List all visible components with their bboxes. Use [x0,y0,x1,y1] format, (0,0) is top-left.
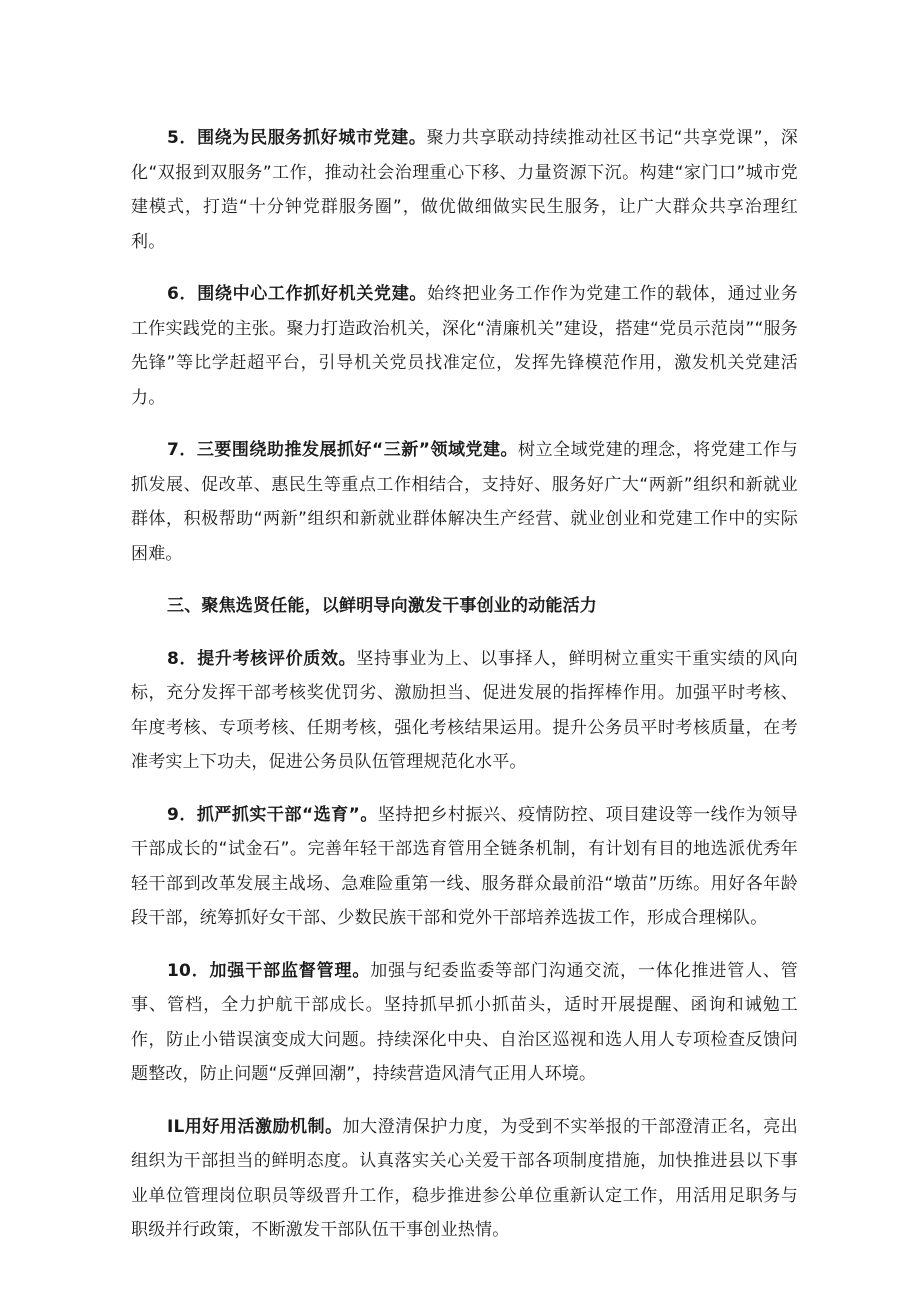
paragraph-item-5 [131,121,798,259]
paragraph-heading: 6．围绕中心工作抓好机关党建。 [167,284,428,304]
paragraph-item-6 [131,277,798,415]
paragraph-heading: IL用好用活激励机制。 [167,1116,343,1137]
paragraph-item-7 [131,433,798,571]
section-heading: 三、聚焦选贤任能，以鲜明导向激发干事创业的动能活力 [167,596,597,616]
paragraph-heading: 7．三要围绕助推发展抓好“三新”领域党建。 [167,440,519,460]
paragraph-text: 聚力共享联动持续推动社区书记“共享党课”，深化“双报到双服务”工作，推动社会治理重心下移、力量资源下沉。构建“家门口”城市党建模式，打造“十分钟党群服务圈”，做优做细做实民生服务，让广大群众共享治理红利。 [131,128,799,252]
paragraph-item-8 [131,642,798,780]
paragraph-text: 树立全域党建的理念，将党建工作与抓发展、促改革、惠民生等重点工作相结合，支持好、服务好广大“两新”组织和新就业群体，积极帮助“两新”组织和新就业群体解决生产经营、就业创业和党建工作中的实际困难。 [131,440,799,564]
document-body [131,121,798,1266]
paragraph-heading: 9．抓严抓实干部“选育”。 [167,804,378,825]
paragraph-heading: 8．提升考核评价质效。 [167,648,357,669]
paragraph-text: 始终把业务工作作为党建工作的载体，通过业务工作实践党的主张。聚力打造政治机关，深化“清廉机关”建设，搭建“党员示范岗”“服务先锋”等比学赶超平台，引导机关党员找准定位，发挥先锋模范作用，激发机关党建活力。 [131,284,799,408]
paragraph-text: 加强与纪委监委等部门沟通交流，一体化推进管人、管事、管档，全力护航干部成长。坚持抓早抓小抓苗头，适时开展提醒、函询和诫勉工作，防止小错误演变成大问题。持续深化中央、自治区巡视和选人用人专项检查反馈问题整改，防止问题“反弹回潮”，持续营造风清气正用人环境。 [131,960,798,1084]
paragraph-heading: 10．加强干部监督管理。 [167,960,371,981]
paragraph-text: 坚持把乡村振兴、疫情防控、项目建设等一线作为领导干部成长的“试金石”。完善年轻干部选育管用全链条机制，有计划有目的地选派优秀年轻干部到改革发展主战场、急难险重第一线、服务群众最前沿“墩苗”历练。用好各年龄段干部，统筹抓好女干部、少数民族干部和党外干部培养选拔工作，形成合理梯队。 [131,804,798,928]
paragraph-item-11 [131,1110,798,1248]
paragraph-heading: 5．围绕为民服务抓好城市党建。 [167,128,427,148]
paragraph-text: 坚持事业为上、以事择人，鲜明树立重实干重实绩的风向标，充分发挥干部考核奖优罚劣、激励担当、促进发展的指挥棒作用。加强平时考核、年度考核、专项考核、任期考核，强化考核结果运用。提升公务员平时考核质量，在考准考实上下功夫，促进公务员队伍管理规范化水平。 [131,648,799,772]
paragraph-text: 加大澄清保护力度，为受到不实举报的干部澄清正名，亮出组织为干部担当的鲜明态度。认真落实关心关爱干部各项制度措施，加快推进县以下事业单位管理岗位职员等级晋升工作，稳步推进参公单位重新认定工作，用活用足职务与职级并行政策，不断激发干部队伍干事创业热情。 [131,1116,799,1240]
paragraph-item-10 [131,954,798,1092]
paragraph-item-9 [131,798,798,936]
